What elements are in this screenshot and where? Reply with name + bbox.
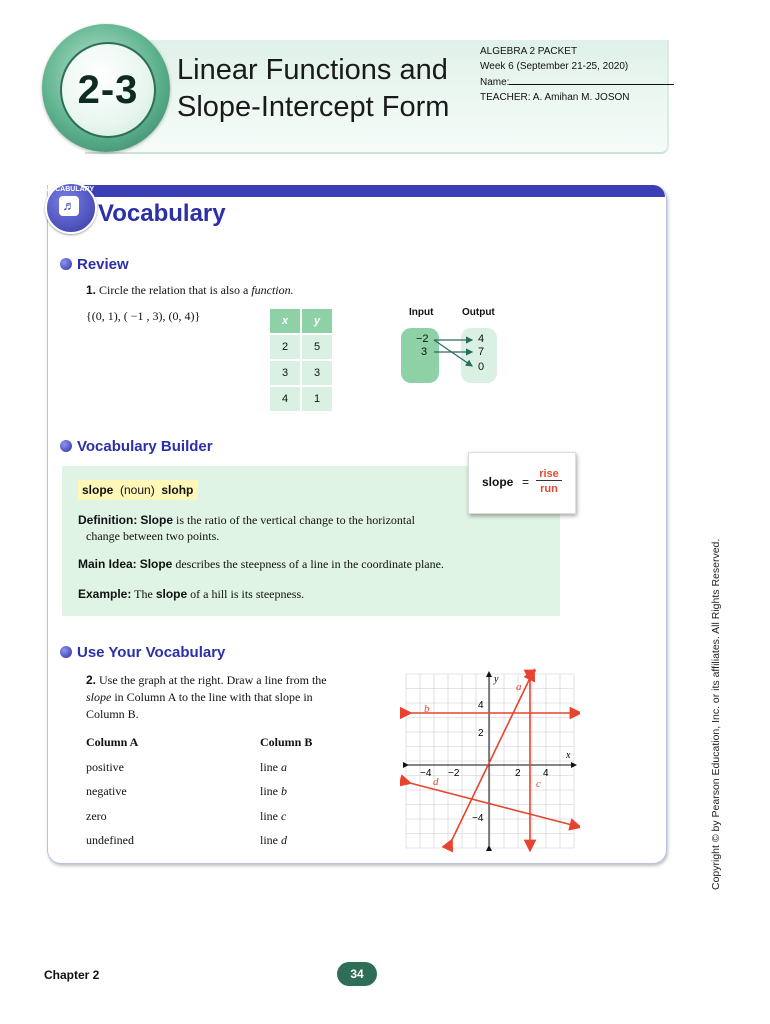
review-heading-text: Review — [77, 256, 129, 273]
column-a-item[interactable]: positive — [86, 760, 124, 774]
part-of-speech: (noun) — [120, 483, 155, 497]
mapping-arrow — [434, 340, 472, 366]
teacher-line: TEACHER: A. Amihan M. JOSON — [480, 92, 630, 103]
definition-term: Slope — [140, 513, 173, 527]
table-cell: 4 — [270, 386, 301, 412]
mapping-arrows — [430, 330, 480, 370]
column-a-header: Column A — [86, 735, 139, 749]
formula-equals: = — [522, 475, 530, 489]
lesson-title — [177, 52, 467, 126]
bullet-icon — [60, 646, 72, 658]
output-value: 4 — [478, 333, 485, 345]
main-idea — [78, 557, 444, 572]
packet-week: Week 6 (September 21-25, 2020) — [480, 61, 629, 72]
table-cell: 1 — [301, 386, 333, 412]
main-idea-term: Slope — [139, 557, 173, 571]
use-heading-text: Use Your Vocabulary — [77, 644, 226, 661]
card-top-bar — [74, 185, 665, 197]
q2-line-3: Column B. — [86, 707, 139, 721]
example-pre: The — [134, 587, 153, 601]
copyright-text: Copyright © by Pearson Education, Inc. or its affiliates. All Rights Reserved. — [710, 538, 722, 890]
column-a-item[interactable]: undefined — [86, 833, 134, 847]
vocabulary-badge-text: VOCABULARY — [45, 186, 95, 193]
table-cell: 3 — [270, 360, 301, 386]
name-label: Name: — [480, 77, 510, 88]
footer-chapter: Chapter 2 — [44, 968, 100, 982]
input-label: Input — [409, 307, 434, 318]
main-idea-label: Main Idea: — [78, 557, 137, 571]
example-label: Example: — [78, 587, 132, 601]
formula-label: slope — [482, 475, 514, 489]
definition-label: Definition: — [78, 513, 138, 527]
bullet-icon — [60, 440, 72, 452]
q2-line-2: in Column A to the line with that slope in — [114, 690, 313, 704]
word: slope — [82, 483, 114, 497]
question-1 — [86, 283, 294, 298]
example-term: slope — [155, 587, 188, 601]
table-cell: 3 — [301, 360, 333, 386]
definition-text: is the ratio of the vertical change to the horizontal — [176, 513, 415, 527]
line-var: b — [281, 784, 287, 798]
line-var: a — [281, 760, 287, 774]
formula-denominator: run — [540, 483, 558, 495]
name-blank[interactable] — [509, 74, 674, 85]
output-value: 7 — [478, 346, 485, 358]
input-value: 3 — [421, 346, 428, 358]
title-line-2: Slope-Intercept Form — [177, 91, 450, 123]
column-b-item[interactable] — [260, 833, 287, 848]
q2-line-1: Use the graph at the right. Draw a line from the — [99, 673, 327, 687]
table-cell: 2 — [270, 334, 301, 360]
y-tick-label: 4 — [478, 700, 484, 711]
x-axis-label: x — [566, 750, 571, 761]
packet-info — [480, 44, 674, 105]
example-post: of a hill is its steepness. — [190, 587, 305, 601]
line-b-label: b — [424, 703, 430, 715]
xy-table[interactable] — [270, 309, 334, 413]
x-tick-label: −4 — [420, 768, 432, 779]
review-heading — [60, 256, 129, 273]
formula-numerator: rise — [536, 468, 562, 481]
title-line-1: Linear Functions and — [177, 54, 448, 86]
x-tick-label: −2 — [448, 768, 460, 779]
x-tick-label: 4 — [543, 768, 549, 779]
example — [78, 587, 304, 602]
line-word: line — [260, 809, 278, 823]
vocabulary-title: Vocabulary — [98, 200, 226, 227]
y-tick-label: −4 — [472, 813, 484, 824]
bullet-icon — [60, 258, 72, 270]
table-header-x: x — [270, 309, 301, 334]
packet-title: ALGEBRA 2 PACKET — [480, 46, 578, 57]
column-b-item[interactable] — [260, 760, 287, 775]
line-word: line — [260, 833, 278, 847]
use-heading — [60, 644, 225, 661]
column-a-item[interactable]: negative — [86, 784, 127, 798]
definition — [78, 512, 548, 544]
q1-italic: function. — [251, 283, 294, 297]
table-cell: 5 — [301, 334, 333, 360]
word-entry — [82, 483, 193, 497]
q1-number: 1. — [86, 283, 97, 297]
line-word: line — [260, 760, 278, 774]
relation-set[interactable]: {(0, 1), ( −1 , 3), (0, 4)} — [86, 309, 201, 323]
lesson-number: 2-3 — [60, 42, 156, 138]
line-a-label: a — [516, 681, 522, 693]
question-2 — [86, 672, 376, 723]
column-b-item[interactable] — [260, 784, 287, 799]
coordinate-graph[interactable] — [400, 668, 580, 854]
q2-italic: slope — [86, 690, 112, 704]
table-header-y: y — [301, 309, 333, 334]
y-tick-label: 2 — [478, 728, 484, 739]
line-d-label: d — [433, 776, 439, 788]
column-a-item[interactable]: zero — [86, 809, 107, 823]
q2-number: 2. — [86, 673, 97, 687]
output-value: 0 — [478, 361, 485, 373]
name-row — [480, 74, 674, 90]
builder-heading-text: Vocabulary Builder — [77, 438, 213, 455]
q1-text: Circle the relation that is also a — [99, 283, 249, 297]
definition-text-2: change between two points. — [86, 529, 220, 543]
column-b-item[interactable] — [260, 809, 286, 824]
builder-heading — [60, 438, 213, 455]
y-axis-label: y — [494, 674, 499, 685]
line-c-label: c — [536, 778, 541, 790]
page-number: 34 — [337, 962, 377, 986]
input-value: −2 — [416, 333, 429, 345]
output-label: Output — [462, 307, 495, 318]
line-d — [406, 782, 576, 826]
line-var: c — [281, 809, 287, 823]
x-tick-label: 2 — [515, 768, 521, 779]
column-b-header: Column B — [260, 735, 313, 749]
pronunciation: slohp — [161, 483, 194, 497]
main-idea-text: describes the steepness of a line in the coordinate plane. — [175, 557, 444, 571]
line-var: d — [281, 833, 287, 847]
speaker-icon[interactable]: ♬ — [59, 196, 79, 216]
line-word: line — [260, 784, 278, 798]
